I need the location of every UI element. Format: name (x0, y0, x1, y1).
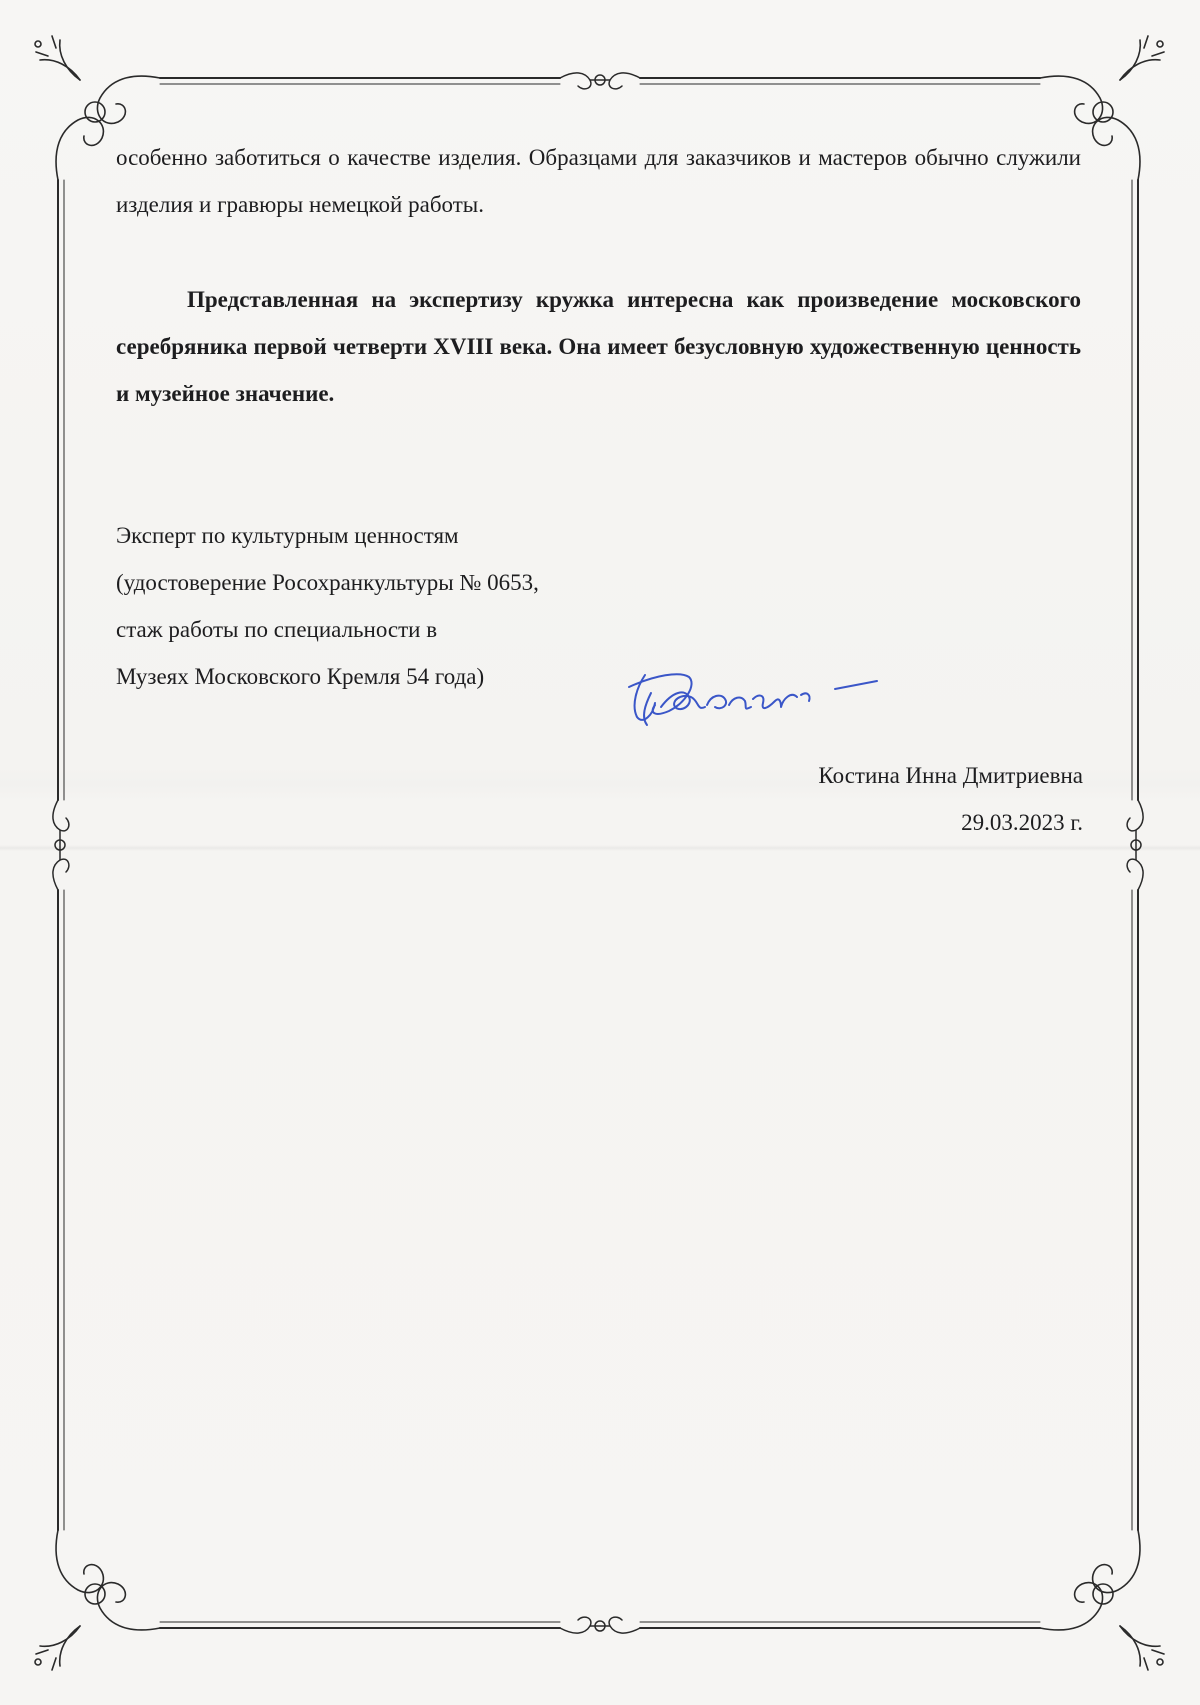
signature-date: 29.03.2023 г. (961, 810, 1083, 835)
expert-line-4: Музеях Московского Кремля 54 года) (116, 664, 485, 689)
expert-line-1: Эксперт по культурным ценностям (116, 523, 459, 548)
body-paragraph-1: особенно заботиться о качестве изделия. Образцами для заказчиков и мастеров обычно служили изделия и гравюры немецкой работы. (116, 145, 1081, 217)
expert-line-2: (удостоверение Росохранкультуры № 0653, (116, 570, 539, 595)
signer-block (818, 752, 1083, 846)
expert-line-3: стаж работы по специальности в (116, 617, 438, 642)
signer-name: Костина Инна Дмитриевна (818, 763, 1083, 788)
handwritten-signature-icon (625, 655, 955, 735)
body-paragraph-2-conclusion: Представленная на экспертизу кружка интересна как произведение московского серебряника первой четверти XVIII века. Она имеет безусловную художественную ценность и музейное значение. (116, 287, 1081, 406)
